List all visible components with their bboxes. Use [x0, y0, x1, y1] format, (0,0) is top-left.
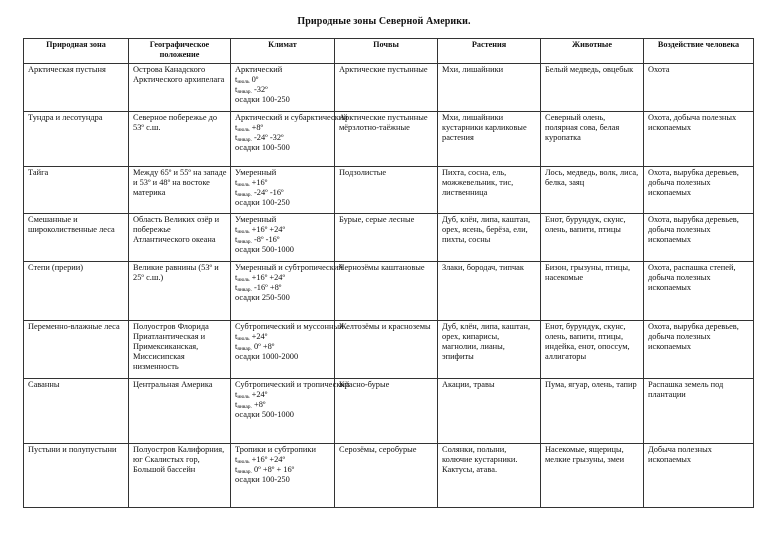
cell-zone: Переменно-влажные леса: [24, 321, 129, 379]
cell-impact: Добыча полезных ископаемых: [644, 444, 754, 508]
cell-zone: Пустыни и полупустыни: [24, 444, 129, 508]
header-impact: Воздействие человека: [644, 39, 754, 64]
climate-line: осадки 100-250: [235, 95, 290, 104]
cell-position: Острова Канадского Арктического архипелага: [129, 64, 231, 112]
climate-line: $t_{январ.}$ -16º +8º: [235, 283, 282, 293]
table-row: [24, 444, 754, 508]
cell-animals: Белый медведь, овцебык: [541, 64, 644, 112]
cell-zone: Арктическая пустыня: [24, 64, 129, 112]
cell-soil: Подзолистые: [335, 167, 438, 214]
climate-line: осадки 500-1000: [235, 410, 294, 419]
cell-position: Между 65º и 55º на западе и 53º и 48º на востоке материка: [129, 167, 231, 214]
climate-line: осадки 100-500: [235, 143, 290, 152]
header-climate: Климат: [231, 39, 335, 64]
cell-plants: Мхи, лишайники кустарники карликовые растения: [438, 112, 541, 167]
cell-soil: Арктические пустынные мёрзлотно-таёжные: [335, 112, 438, 167]
climate-line: $t_{январ.}$ -32º: [235, 85, 268, 95]
table-row: [24, 379, 754, 444]
cell-climate: [231, 444, 335, 508]
cell-climate: [231, 167, 335, 214]
cell-animals: Насекомые, ящерицы, мелкие грызуны, змеи: [541, 444, 644, 508]
cell-animals: Енот, бурундук, скунс, олень, вапити, птицы, индейка, енот, опоссум, аллигаторы: [541, 321, 644, 379]
cell-zone: Степи (прерии): [24, 262, 129, 321]
cell-soil: Желтозёмы и красноземы: [335, 321, 438, 379]
climate-line: $t_{июль}$ +16º +24º: [235, 225, 286, 235]
cell-impact: Охота, вырубка деревьев, добыча полезных ископаемых: [644, 321, 754, 379]
climate-line: Арктический и субарктический: [235, 113, 348, 122]
climate-line: осадки 100-250: [235, 475, 290, 484]
climate-line: осадки 250-500: [235, 293, 290, 302]
climate-line: осадки 500-1000: [235, 245, 294, 254]
climate-line: Арктический: [235, 65, 283, 74]
cell-zone: Саванны: [24, 379, 129, 444]
cell-impact: Охота, вырубка деревьев, добыча полезных ископаемых: [644, 214, 754, 262]
cell-impact: Охота, вырубка деревьев, добыча полезных ископаемых: [644, 167, 754, 214]
cell-impact: Охота: [644, 64, 754, 112]
cell-animals: Пума, ягуар, олень, тапир: [541, 379, 644, 444]
cell-plants: Дуб, клён, липа, каштан, орех, кипарисы, магнолии, лианы, эпифиты: [438, 321, 541, 379]
header-soil: Почвы: [335, 39, 438, 64]
cell-impact: Распашка земель под плантации: [644, 379, 754, 444]
climate-line: Субтропический и муссонный: [235, 322, 344, 331]
climate-line: $t_{январ.}$ -8º -16º: [235, 235, 280, 245]
cell-zone: Смешанные и широколиственные леса: [24, 214, 129, 262]
cell-plants: Злаки, бородач, типчак: [438, 262, 541, 321]
climate-line: $t_{июль}$ +16º: [235, 178, 268, 188]
cell-soil: Красно-бурые: [335, 379, 438, 444]
cell-position: Северное побережье до 53º с.ш.: [129, 112, 231, 167]
header-zone: Природная зона: [24, 39, 129, 64]
cell-animals: Северный олень, полярная сова, белая куропатка: [541, 112, 644, 167]
cell-impact: Охота, распашка степей, добыча полезных ископаемых: [644, 262, 754, 321]
cell-position: Полуостров Калифорния, юг Скалистых гор, Большой бассейн: [129, 444, 231, 508]
table-header-row: [24, 39, 754, 64]
climate-line: $t_{январ.}$ 0º +8º + 16º: [235, 465, 295, 475]
cell-position: Полуостров Флорида Приатлантическая и Примексиканская, Миссисипская низменность: [129, 321, 231, 379]
cell-position: Великие равнины (53º и 25º с.ш.): [129, 262, 231, 321]
cell-soil: Чернозёмы каштановые: [335, 262, 438, 321]
table-row: [24, 167, 754, 214]
cell-animals: Бизон, грызуны, птицы, насекомые: [541, 262, 644, 321]
cell-soil: Серозёмы, серобурые: [335, 444, 438, 508]
table-row: [24, 262, 754, 321]
climate-line: $t_{июль}$ +16º +24º: [235, 273, 286, 283]
header-animals: Животные: [541, 39, 644, 64]
climate-line: $t_{июль}$ +16º +24º: [235, 455, 286, 465]
climate-line: Тропики и субтропики: [235, 445, 316, 454]
cell-climate: [231, 112, 348, 167]
climate-line: Умеренный и субтропический: [235, 263, 343, 272]
cell-plants: Мхи, лишайники: [438, 64, 541, 112]
cell-animals: Енот, бурундук, скунс, олень, вапити, птицы: [541, 214, 644, 262]
cell-position: Область Великих озёр и побережье Атлантического океана: [129, 214, 231, 262]
cell-soil: Бурые, серые лесные: [335, 214, 438, 262]
table-body: [24, 64, 754, 508]
climate-line: $t_{январ.}$ -24º -16º: [235, 188, 284, 198]
cell-zone: Тундра и лесотундра: [24, 112, 129, 167]
cell-plants: Пихта, сосна, ель, можжевельник, тис, лиственница: [438, 167, 541, 214]
climate-line: Умеренный: [235, 215, 277, 224]
natural-zones-table: [23, 38, 754, 508]
climate-line: осадки 100-250: [235, 198, 290, 207]
cell-zone: Тайга: [24, 167, 129, 214]
document-title: Природные зоны Северной Америки.: [297, 16, 471, 27]
climate-line: $t_{июль}$ 0º: [235, 75, 259, 85]
cell-soil: Арктические пустынные: [335, 64, 438, 112]
cell-plants: Солянки, полыни, колючие кустарники. Кактусы, атава.: [438, 444, 541, 508]
climate-line: $t_{январ.}$ 0º +8º: [235, 342, 275, 352]
header-position: Географическое положение: [129, 39, 231, 64]
cell-animals: Лось, медведь, волк, лиса, белка, заяц: [541, 167, 644, 214]
table-row: [24, 112, 754, 167]
table-row: [24, 214, 754, 262]
header-plants: Растения: [438, 39, 541, 64]
climate-line: Умеренный: [235, 168, 277, 177]
cell-climate: [231, 262, 343, 321]
cell-climate: [231, 64, 335, 112]
cell-plants: Дуб, клён, липа, каштан, орех, ясень, берёза, ели, пихты, сосны: [438, 214, 541, 262]
climate-line: $t_{июль}$ +24º: [235, 332, 268, 342]
climate-line: Субтропический и тропический: [235, 380, 350, 389]
cell-climate: [231, 379, 350, 444]
cell-impact: Охота, добыча полезных ископаемых: [644, 112, 754, 167]
climate-line: $t_{январ.}$ +8º: [235, 400, 266, 410]
cell-position: Центральная Америка: [129, 379, 231, 444]
climate-line: $t_{июль}$ +24º: [235, 390, 268, 400]
table-row: [24, 321, 754, 379]
cell-climate: [231, 321, 344, 379]
climate-line: осадки 1000-2000: [235, 352, 299, 361]
climate-line: $t_{январ.}$ -24º -32º: [235, 133, 284, 143]
cell-plants: Акации, травы: [438, 379, 541, 444]
table-row: [24, 64, 754, 112]
climate-line: $t_{июль}$ +8º: [235, 123, 264, 133]
cell-climate: [231, 214, 335, 262]
